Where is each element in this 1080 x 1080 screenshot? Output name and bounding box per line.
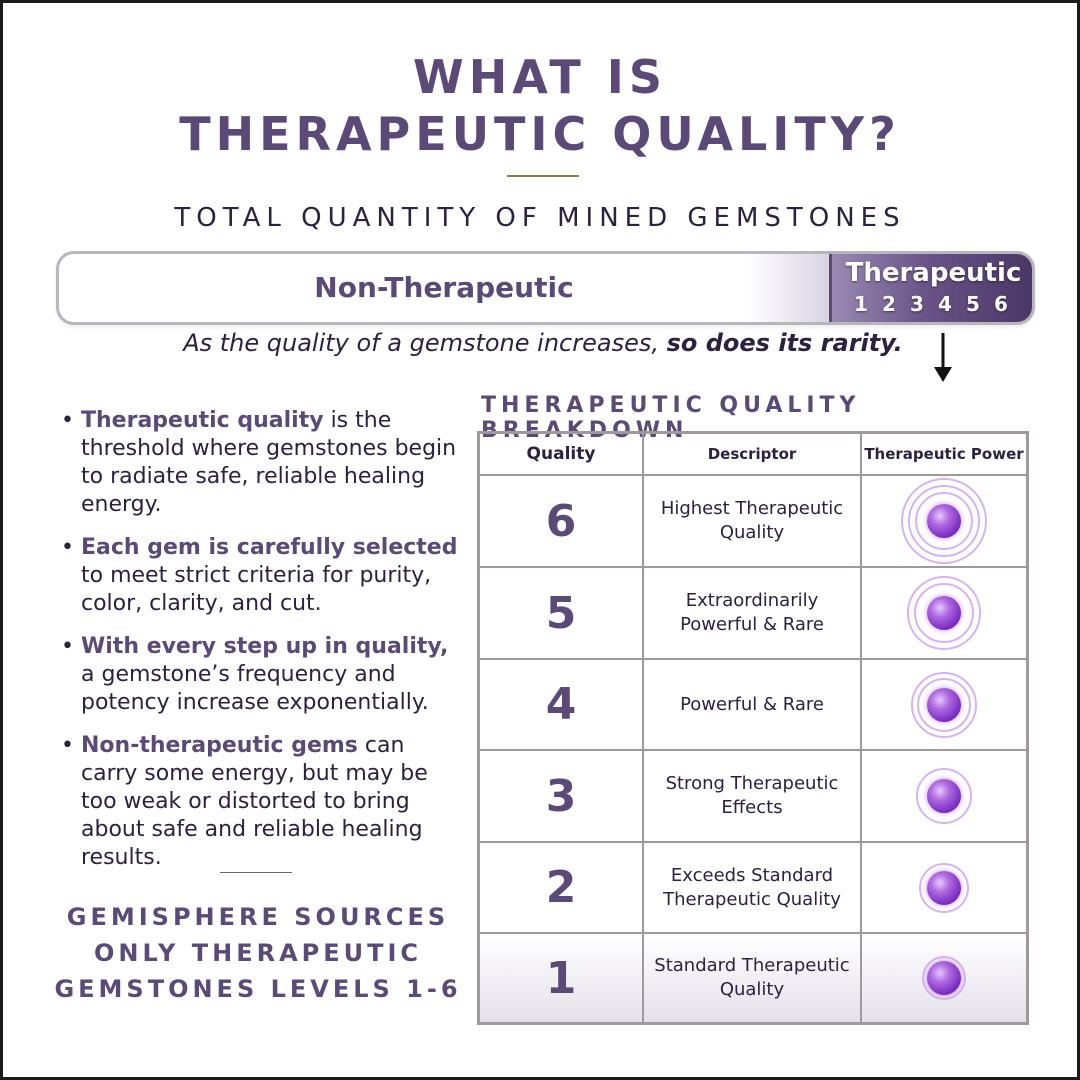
level-number: 3 <box>910 292 924 316</box>
page-subtitle: TOTAL QUANTITY OF MINED GEMSTONES <box>174 203 906 233</box>
bullet-text: is the threshold where gemstones begin to radiate safe, reliable healing energy. <box>81 408 457 517</box>
list-item <box>61 407 461 519</box>
page-title-line-1: WHAT IS <box>413 50 667 104</box>
quality-descriptor: Strong Therapeutic Effects <box>642 751 860 841</box>
table-row <box>480 749 1026 841</box>
quality-number: 6 <box>545 495 577 547</box>
gem-power-icon <box>917 769 971 823</box>
quality-descriptor: Highest Therapeutic Quality <box>642 476 860 566</box>
quality-breakdown-table <box>477 431 1029 1025</box>
therapeutic-segment <box>829 254 1035 322</box>
list-item <box>61 534 461 618</box>
bullet-highlight: Each gem is carefully selected <box>81 535 458 560</box>
gem-power-icon <box>920 864 968 912</box>
table-row <box>480 566 1026 658</box>
power-cell <box>860 843 1026 932</box>
title-divider <box>507 175 579 177</box>
power-cell <box>860 751 1026 841</box>
footer-line-3: GEMSTONES LEVELS 1-6 <box>54 975 462 1003</box>
table-row <box>480 474 1026 566</box>
header-power: Therapeutic Power <box>860 434 1026 474</box>
quality-scale-bar <box>56 251 1035 325</box>
rarity-caption <box>3 329 1080 357</box>
non-therapeutic-label: Non-Therapeutic <box>314 271 574 304</box>
bullet-text: to meet strict criteria for purity, color, clarity, and cut. <box>81 563 432 616</box>
table-row <box>480 658 1026 749</box>
benefit-bullets <box>61 407 461 887</box>
gem-power-icon <box>908 577 980 649</box>
level-number: 2 <box>882 292 896 316</box>
breakdown-title: THERAPEUTIC QUALITY BREAKDOWN <box>481 393 861 443</box>
table-row <box>480 841 1026 932</box>
power-cell <box>860 476 1026 566</box>
table-row <box>480 932 1026 1022</box>
footer-line-2: ONLY THERAPEUTIC <box>93 939 423 967</box>
level-number: 6 <box>994 292 1008 316</box>
level-number: 5 <box>966 292 980 316</box>
quality-number: 5 <box>545 587 577 639</box>
caption-emphasis: so does its rarity. <box>666 329 903 357</box>
power-cell <box>860 934 1026 1022</box>
quality-descriptor: Extraordinarily Powerful & Rare <box>642 568 860 658</box>
power-cell <box>860 660 1026 749</box>
bullet-highlight: Therapeutic quality <box>81 408 324 433</box>
page-title-line-2: THERAPEUTIC QUALITY? <box>179 107 901 161</box>
header-quality: Quality <box>526 444 596 464</box>
gem-power-icon <box>912 673 976 737</box>
bullet-text: a gemstone’s frequency and potency increase exponentially. <box>81 662 429 715</box>
bullet-highlight: With every step up in quality, <box>81 634 449 659</box>
list-item <box>61 633 461 717</box>
quality-number: 3 <box>545 770 577 822</box>
quality-descriptor: Standard Therapeutic Quality <box>642 934 860 1022</box>
down-arrow-icon <box>931 333 955 383</box>
quality-number: 4 <box>545 679 577 730</box>
list-item <box>61 732 461 872</box>
bullet-text: can carry some energy, but may be too weak or distorted to bring about safe and reliable healing results. <box>81 733 428 870</box>
footer-divider <box>220 872 292 873</box>
table-header-row <box>480 434 1026 474</box>
quality-descriptor: Powerful & Rare <box>642 660 860 749</box>
quality-number: 2 <box>545 862 577 913</box>
gem-power-icon <box>901 478 987 564</box>
caption-text: As the quality of a gemstone increases, <box>183 329 667 357</box>
quality-descriptor: Exceeds Standard Therapeutic Quality <box>642 843 860 932</box>
therapeutic-levels <box>852 292 1010 316</box>
quality-number: 1 <box>545 952 577 1004</box>
level-number: 1 <box>854 292 868 316</box>
therapeutic-label: Therapeutic <box>845 258 1022 288</box>
bar-gradient-fade <box>749 254 829 322</box>
header-descriptor: Descriptor <box>642 434 860 474</box>
gem-power-icon <box>923 957 965 999</box>
footer-line-1: GEMISPHERE SOURCES <box>66 903 450 931</box>
bullet-highlight: Non-therapeutic gems <box>81 733 358 758</box>
level-number: 4 <box>938 292 952 316</box>
power-cell <box>860 568 1026 658</box>
